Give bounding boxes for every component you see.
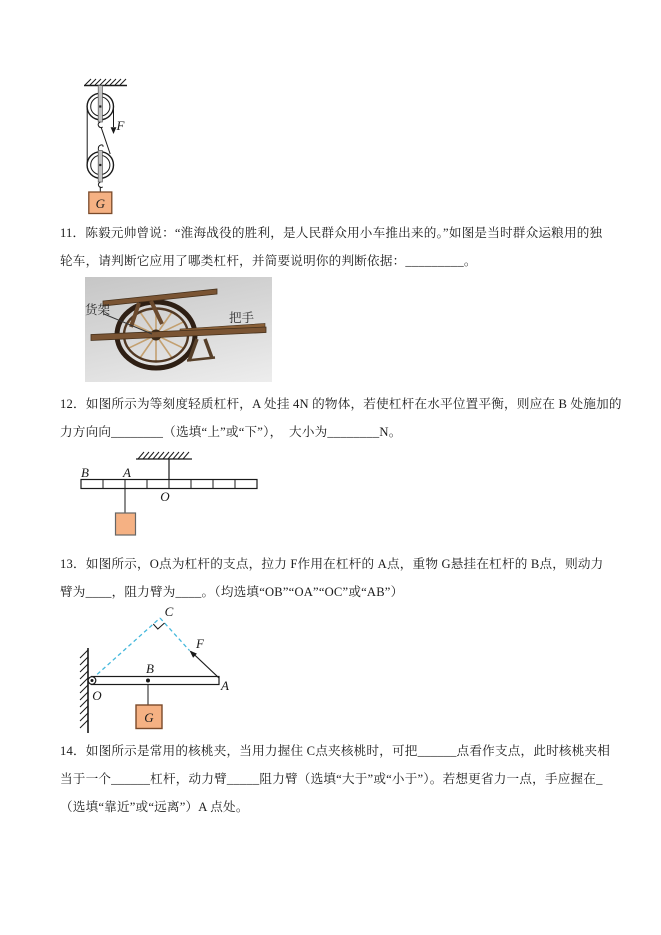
wheelbarrow-drawing — [85, 277, 272, 382]
question-13-line-1: 13．如图所示，O点为杠杆的支点，拉力 F作用在杠杆的 A点，重物 G悬挂在杠杆的 B点，则动力 — [60, 557, 604, 571]
lever-figure-q13 — [75, 600, 235, 735]
ceiling-hatching — [138, 452, 189, 459]
question-14-line-3: （选填“靠近”或“远离”）A 点处。 — [60, 800, 249, 814]
wheelbarrow-photo — [85, 277, 272, 382]
force-line — [191, 652, 219, 679]
dashed-line-c-to-force — [160, 618, 190, 651]
movable-pulley-top-hook — [98, 145, 103, 150]
force-label: F — [196, 636, 204, 651]
lever-bar — [92, 677, 220, 685]
question-12-line-2: 力方向向________（选填“上”或“下”）， 大小为________N。 — [60, 425, 402, 439]
fulcrum-o-label: O — [160, 489, 170, 504]
point-a-label: A — [221, 678, 229, 693]
pivot-dot — [91, 679, 94, 682]
question-14-line-1: 14．如图所示是常用的核桃夹，当用力握住 C点夹核桃时，可把______点看作支点，此时核桃夹相 — [60, 744, 611, 758]
question-13 — [60, 550, 620, 606]
question-12 — [60, 390, 620, 446]
fixed-pulley-axle — [98, 86, 102, 123]
lever-figure-q12 — [75, 448, 265, 543]
weight-label: G — [144, 710, 154, 725]
question-11 — [60, 219, 620, 275]
question-14-line-2: 当于一个______杠杆，动力臂_____阻力臂（选填“大于”或“小于”）。若想更省力一点，手应握在_ — [60, 772, 603, 786]
stand-leg-right — [205, 339, 212, 358]
force-label: F — [116, 118, 125, 133]
movable-pulley-center — [99, 164, 101, 166]
pulley-figure — [60, 75, 140, 220]
question-14 — [60, 737, 620, 821]
question-11-line-2: 轮车，请判断它应用了哪类杠杆，并简要说明你的判断依据：_________。 — [60, 254, 477, 268]
weight-label: G — [95, 196, 105, 211]
point-b-label: B — [146, 661, 154, 676]
movable-pulley-axle — [98, 151, 102, 183]
rack-label: 货架 — [85, 303, 111, 317]
fulcrum-o-label: O — [92, 688, 102, 703]
rope-diagonal — [101, 128, 110, 154]
hanging-weight — [116, 513, 136, 535]
fixed-pulley-center — [99, 105, 101, 107]
question-12-line-1: 12．如图所示为等刻度轻质杠杆，A 处挂 4N 的物体，若使杠杆在水平位置平衡，则应在 B 处施加的 — [60, 397, 622, 411]
point-b-dot — [146, 679, 150, 683]
right-angle-mark — [153, 623, 164, 629]
fixed-pulley-hook — [98, 122, 103, 128]
question-11-line-1: 11．陈毅元帅曾说：“淮海战役的胜利，是人民群众用小车推出来的。”如图是当时群众运粮用的独 — [60, 226, 603, 240]
rack-pointer-line — [104, 314, 152, 334]
wall-hatching — [80, 650, 88, 728]
point-a-label: A — [123, 465, 131, 480]
question-13-line-2: 臂为____，阻力臂为____。（均选填“OB”“OA”“OC”或“AB”） — [60, 585, 404, 599]
point-b-label: B — [81, 465, 89, 480]
point-c-label: C — [164, 604, 174, 619]
handle-label: 把手 — [229, 311, 255, 325]
movable-pulley-bottom-hook — [98, 182, 102, 187]
ceiling-hatching — [85, 79, 126, 85]
